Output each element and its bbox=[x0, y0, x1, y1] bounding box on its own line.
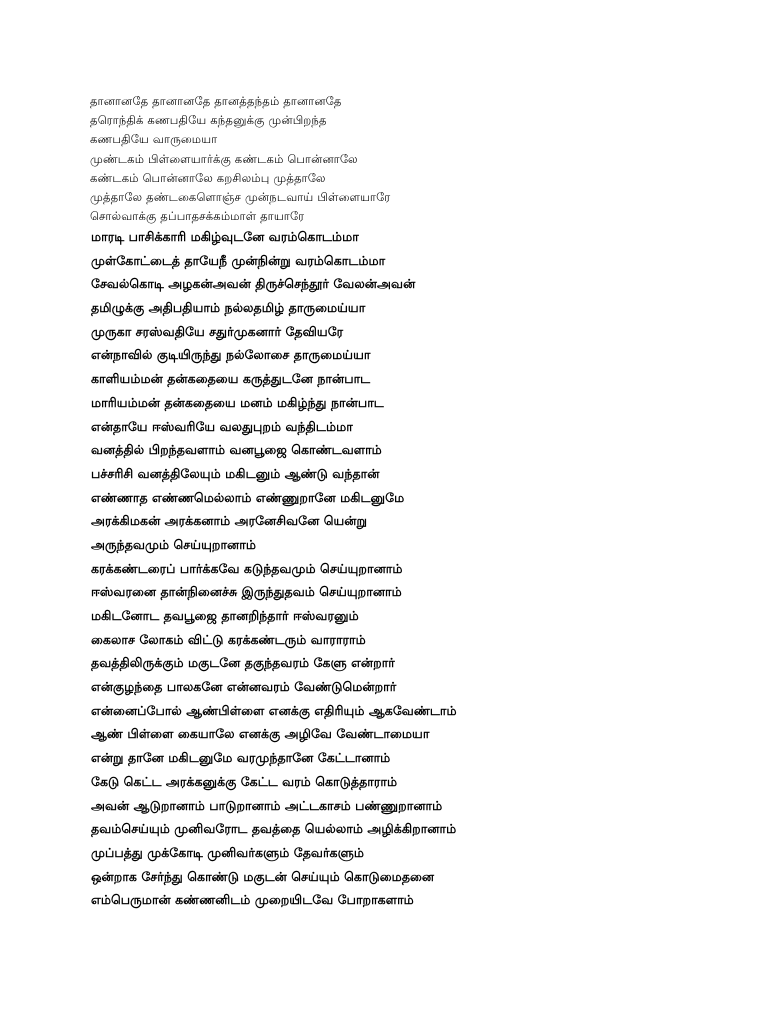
verse-line: கைலாச லோகம் விட்டு கரக்கண்டரும் வாராராம் bbox=[91, 631, 366, 647]
verse-line: தமிழுக்கு அதிபதியாம் நல்லதமிழ் தாருமைய்யா bbox=[91, 300, 366, 316]
song-verse-block bbox=[91, 225, 751, 912]
refrain-line: தானானதே தானானதே தானத்தந்தம் தானானதே bbox=[90, 94, 342, 108]
verse-line: தவம்செய்யும் முனிவரோட தவத்தை யெல்லாம் அழிக்கிறானாம் bbox=[91, 821, 457, 837]
refrain-line: முத்தாலே தண்டகைளொஞ்ச முன்நடவாய் பிள்ளையாரே bbox=[90, 189, 391, 204]
verse-line: அரக்கிமகன் அரக்கனாம் அரனேசிவனே யென்று bbox=[91, 513, 368, 529]
refrain-line: கண்டகம் பொன்னாலே கறசிலம்பு முத்தாலே bbox=[90, 170, 326, 185]
verse-line: ஆண் பிள்ளை கையாலே எனக்கு அழிவே வேண்டாமையா bbox=[91, 726, 430, 742]
verse-line: ஒன்றாக சேர்ந்து கொண்டு மகுடன் செய்யும் கொடுமைதனை bbox=[91, 868, 435, 884]
verse-line: காளியம்மன் தன்கதையை கருத்துடனே நான்பாட bbox=[91, 371, 371, 387]
refrain-line: கணபதியே வாருமையா bbox=[90, 132, 218, 147]
verse-line: என்று தானே மகிடனுமே வரமுந்தானே கேட்டானாம் bbox=[91, 750, 391, 766]
verse-line: என்நாவில் குடியிருந்து நல்லோசை தாருமைய்யா bbox=[91, 347, 371, 363]
refrain-line: முண்டகம் பிள்ளையார்க்கு கண்டகம் பொன்னாலே bbox=[90, 151, 358, 166]
song-refrain-block bbox=[90, 92, 730, 226]
verse-line: வனத்தில் பிறந்தவளாம் வனபூஜை கொண்டவளாம் bbox=[91, 442, 382, 458]
verse-line: என்தாயே ஈஸ்வரியே வலதுபுறம் வந்திடம்மா bbox=[91, 418, 353, 434]
verse-line: கேடு கெட்ட அரக்கனுக்கு கேட்ட வரம் கொடுத்தாராம் bbox=[91, 773, 398, 789]
verse-line: மகிடனோட தவபூஜை தானறிந்தார் ஈஸ்வரனும் bbox=[91, 608, 359, 623]
verse-line: கரக்கண்டரைப் பார்க்கவே கடுந்தவமும் செய்யுறானாம் bbox=[91, 560, 403, 576]
verse-line: என்னைப்போல் ஆண்பிள்ளை எனக்கு எதிரியும் ஆகவேண்டாம் bbox=[91, 702, 457, 718]
verse-line: சேவல்கொடி அழகன்அவன் திருச்செந்தூர் வேலன்அவன் bbox=[91, 276, 416, 292]
verse-line: எம்பெருமான் கண்ணனிடம் முறையிடவே போறாகளாம் bbox=[91, 892, 414, 908]
verse-line: அவன் ஆடுறானாம் பாடுறானாம் அட்டகாசம் பண்ணுறானாம் bbox=[91, 797, 443, 813]
verse-line: முருகா சரஸ்வதியே சதுர்முகனார் தேவியரே bbox=[91, 323, 344, 339]
verse-line: முள்கோட்டைத் தாயேநீ முன்நின்று வரம்கொடம்மா bbox=[91, 252, 386, 268]
verse-line: எண்ணாத எண்ணமெல்லாம் எண்ணுறானே மகிடனுமே bbox=[91, 489, 405, 505]
verse-line: அருந்தவமும் செய்யுறானாம் bbox=[91, 536, 256, 552]
verse-line: முப்பத்து முக்கோடி முனிவர்களும் தேவர்களும் bbox=[91, 844, 364, 860]
refrain-line: சொல்வாக்கு தப்பாதசக்கம்மாள் தாயாரே bbox=[90, 209, 305, 224]
verse-line: தவத்திலிருக்கும் மகுடனே தகுந்தவரம் கேளு என்றார் bbox=[91, 655, 395, 671]
verse-line: என்குழந்தை பாலகனே என்னவரம் வேண்டுமென்றார் bbox=[91, 679, 397, 695]
verse-line: மாரியம்மன் தன்கதையை மனம் மகிழ்ந்து நான்பாட bbox=[91, 394, 384, 410]
verse-line: மாரடி பாசிக்காரி மகிழ்வுடனே வரம்கொடம்மா bbox=[91, 229, 359, 244]
verse-line: பச்சரிசி வனத்திலேயும் மகிடனும் ஆண்டு வந்தான் bbox=[91, 465, 380, 481]
refrain-line: தரொந்திக் கணபதியே கந்தனுக்கு முன்பிறந்த bbox=[90, 113, 327, 128]
verse-line: ஈஸ்வரனை தான்நினைச்சு இருந்துதவம் செய்யுறானாம் bbox=[91, 584, 402, 600]
